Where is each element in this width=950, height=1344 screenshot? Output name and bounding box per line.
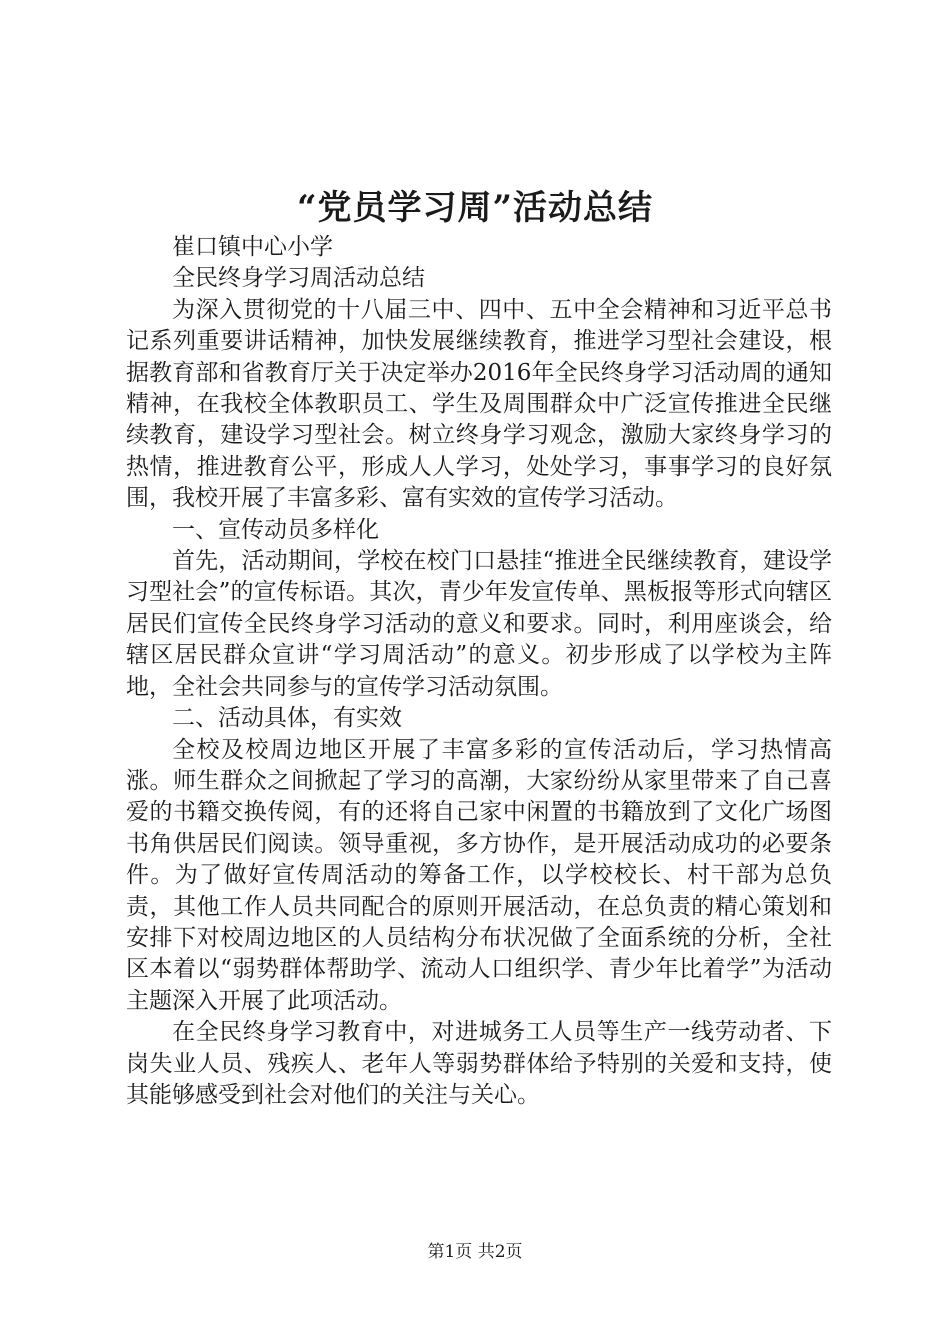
paragraph-subtitle: 全民终身学习周活动总结 bbox=[172, 265, 425, 292]
paragraph-section-2: 全校及校周边地区开展了丰富多彩的宣传活动后，学习热情高涨。师生群众之间掀起了学习的高潮，大家纷纷从家里带来了自己喜爱的书籍交换传阅，有的还将自己家中闲置的书籍放到了文化广场图书角供居民们阅读。领导重视，多方协作，是开展活动成功的必要条件。为了做好宣传周活动的筹备工作，以学校校长、村干部为总负责，其他工作人员共同配合的原则开展活动，在总负责的精心策划和安排下对校周边地区的人员结构分布状况做了全面系统的分析，全社区本着以“弱势群体帮助学、流动人口组织学、青少年比着学”为活动主题深入开展了此项活动。 bbox=[126, 736, 832, 1014]
paragraph-section-1: 首先，活动期间，学校在校门口悬挂“推进全民继续教育，建设学习型社会”的宣传标语。其次，青少年发宣传单、黑板报等形式向辖区居民们宣传全民终身学习活动的意义和要求。同时，利用座谈会，给辖区居民群众宣讲“学习周活动”的意义。初步形成了以学校为主阵地，全社会共同参与的宣传学习活动氛围。 bbox=[126, 548, 832, 700]
document-title: “党员学习周”活动总结 bbox=[296, 188, 654, 228]
page-footer: 第1页 共2页 bbox=[427, 1242, 523, 1262]
paragraph-section-2-continued: 在全民终身学习教育中，对进城务工人员等生产一线劳动者、下岗失业人员、残疾人、老年人等弱势群体给予特别的关爱和支持，使其能够感受到社会对他们的关注与关心。 bbox=[126, 1019, 832, 1108]
document-body bbox=[126, 232, 832, 1111]
section-heading-1: 一、宣传动员多样化 bbox=[172, 516, 379, 543]
paragraph-intro: 为深入贯彻党的十八届三中、四中、五中全会精神和习近平总书记系列重要讲话精神，加快发展继续教育，推进学习型社会建设，根据教育部和省教育厅关于决定举办2016年全民终身学习活动周的通知精神，在我校全体教职员工、学生及周围群众中广泛宣传推进全民继续教育，建设学习型社会。树立终身学习观念，激励大家终身学习的热情，推进教育公平，形成人人学习，处处学习，事事学习的良好氛围，我校开展了丰富多彩、富有实效的宣传学习活动。 bbox=[126, 296, 832, 512]
section-heading-2: 二、活动具体，有实效 bbox=[172, 705, 402, 732]
paragraph-school-name: 崔口镇中心小学 bbox=[172, 234, 333, 260]
